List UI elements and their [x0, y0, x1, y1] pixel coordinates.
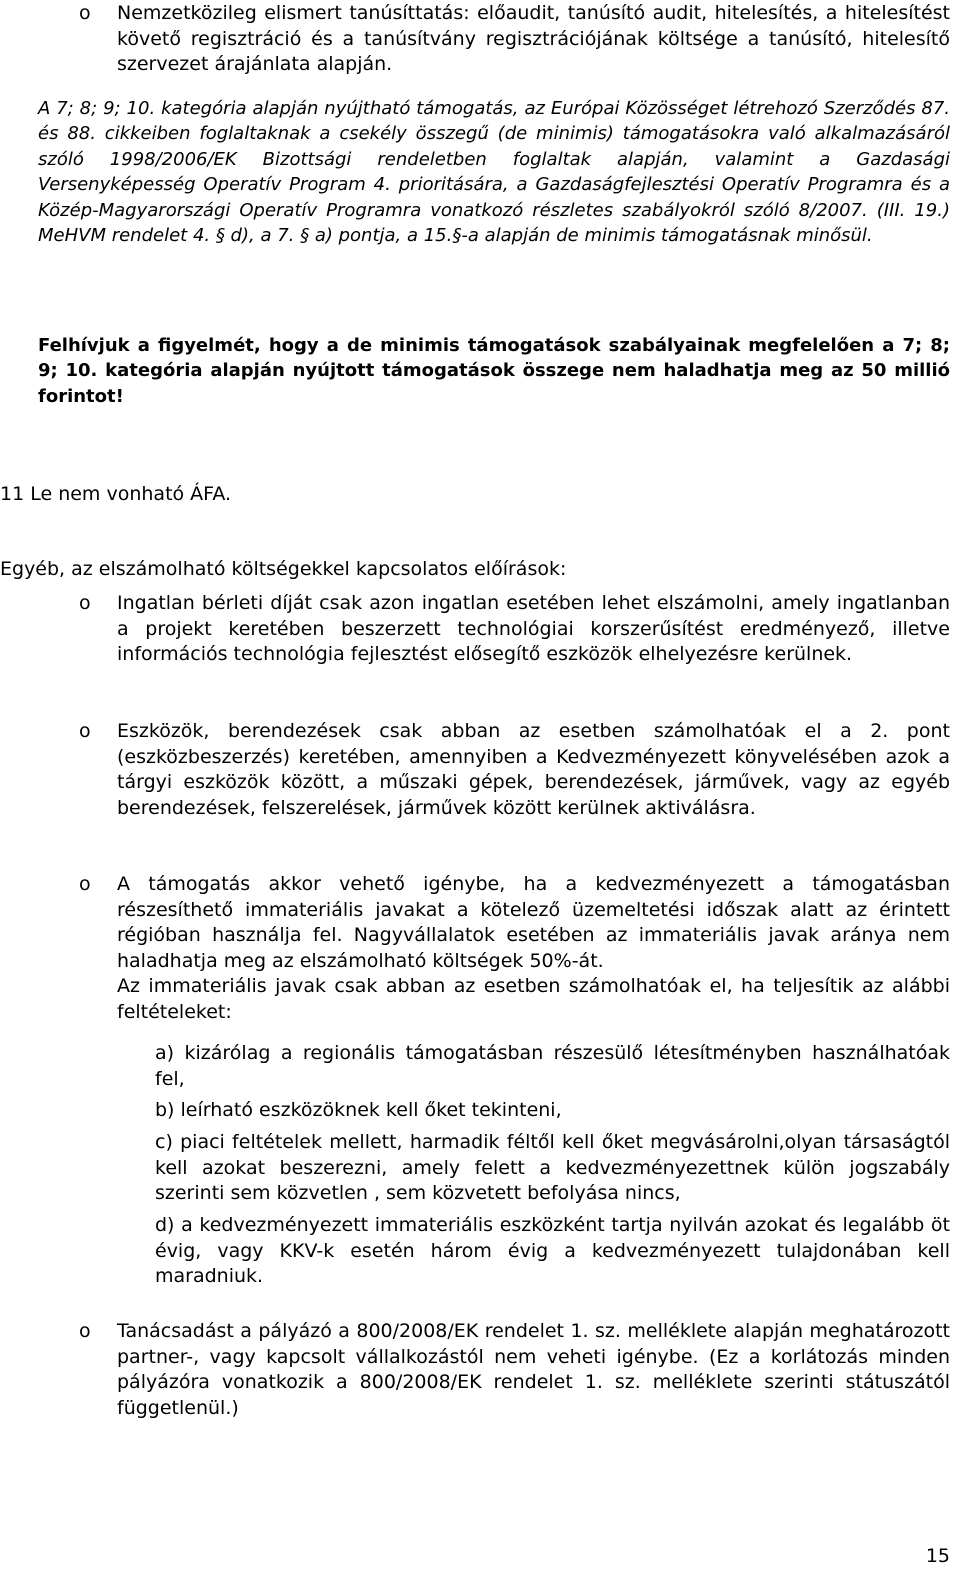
bullet-marker: o: [79, 873, 91, 895]
warning-paragraph: Felhívjuk a figyelmét, hogy a de minimis támogatások szabályainak megfelelően a 7; 8; 9; 10. kategória alapján nyújtott támogatások összege nem haladhatja meg az 50 millió forintot!: [38, 335, 950, 407]
list-item: Eszközök, berendezések csak abban az esetben számolhatóak el a 2. pont (eszközbeszerzés) keretében, amennyiben a Kedvezményezett könyvelésében azok a tárgyi eszközök között, a műszaki gépek, berendezések, járművek, vagy az egyéb berendezések, felszerelések, járművek között kerülnek aktiválásra.: [117, 720, 950, 819]
page-number: 15: [925, 1545, 950, 1567]
list-item: Tanácsadást a pályázó a 800/2008/EK rendelet 1. sz. melléklete alapján meghatározott partner-, vagy kapcsolt vállalkozástól nem veheti igénybe. (Ez a korlátozás minden pályázóra vonatkozik a 800/2008/EK rendelet 1. sz. melléklete szerinti státuszától függetlenül.): [117, 1320, 950, 1419]
bullet-marker: o: [79, 592, 91, 614]
de-minimis-paragraph: A 7; 8; 9; 10. kategória alapján nyújtható támogatás, az Európai Közösséget létrehozó Szerződés 87. és 88. cikkeiben foglaltaknak a csekély összegű (de minimis) támogatásokra való alkalmazásáról szóló 1998/2006/EK Bizottsági rendeletben foglaltak alapján, valamint a Gazdasági Versenyképesség Operatív Program 4. prioritására, a Gazdaságfejlesztési Operatív Programra és a Közép-Magyarországi Operatív Programra vonatkozó részletes szabályokról szóló 8/2007. (III. 19.) MeHVM rendelet 4. § d), a 7. § a) pontja, a 15.§-a alapján de minimis támogatásnak minősül.: [38, 98, 950, 247]
list-item: Ingatlan bérleti díját csak azon ingatlan esetében lehet elszámolni, amely ingatlanban a projekt keretében beszerzett technológiai korszerűsítést eredményező, illetve információs technológia fejlesztést elősegítő eszközök elhelyezésre kerülnek.: [117, 592, 950, 666]
item-11: 11 Le nem vonható ÁFA.: [0, 483, 232, 505]
condition-d: d) a kedvezményezett immateriális eszközként tartja nyilván azokat és legalább öt évig, vagy KKV-k esetén három évig a kedvezményezett tulajdonában kell maradniuk.: [155, 1214, 950, 1288]
bullet-marker: o: [79, 720, 91, 742]
bullet-marker: o: [79, 2, 91, 24]
condition-b: b) leírható eszközöknek kell őket tekinteni,: [155, 1099, 562, 1121]
list-item: A támogatás akkor vehető igénybe, ha a kedvezményezett a támogatásban részesíthető immateriális javakat a kötelező üzemeltetési időszak alatt az érintett régióban használja fel. Nagyvállalatok esetében az immateriális javak aránya nem haladhatja meg az elszámolható költségek 50%-át.: [117, 873, 950, 972]
list-item-continuation: Az immateriális javak csak abban az esetben számolhatóak el, ha teljesítik az alábbi feltételeket:: [117, 975, 950, 1023]
other-requirements-heading: Egyéb, az elszámolható költségekkel kapcsolatos előírások:: [0, 558, 567, 580]
condition-c: c) piaci feltételek mellett, harmadik féltől kell őket megvásárolni,olyan társaságtól kell azokat beszerezni, amely felett a kedvezményezettnek külön jogszabály szerinti sem közvetlen , sem közvetett befolyása nincs,: [155, 1131, 950, 1205]
intro-bullet-text: Nemzetközileg elismert tanúsíttatás: előaudit, tanúsító audit, hitelesítés, a hitelesítést követő regisztráció és a tanúsítvány regisztrációjának költsége a tanúsító, hitelesítő szervezet árajánlata alapján.: [117, 2, 950, 76]
condition-a: a) kizárólag a regionális támogatásban részesülő létesítményben használhatóak fel,: [155, 1042, 950, 1090]
bullet-marker: o: [79, 1320, 91, 1342]
